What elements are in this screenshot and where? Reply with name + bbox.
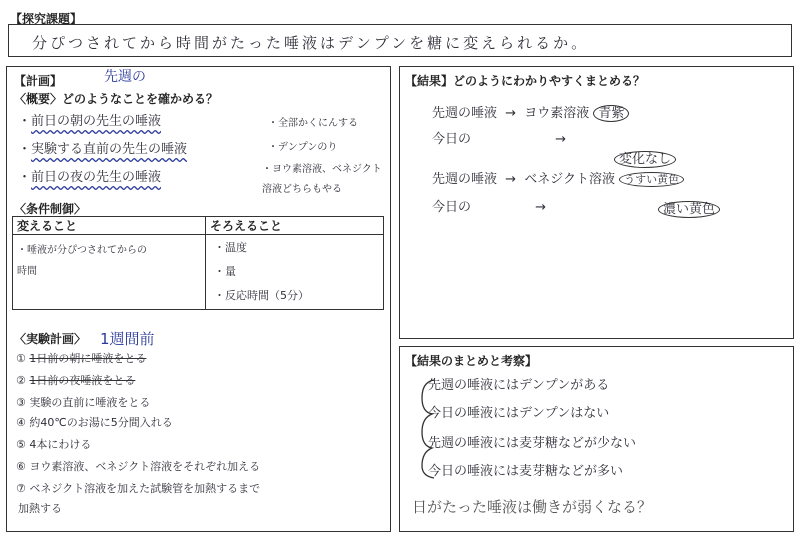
overview-item: ・前日の朝の先生の唾液 — [18, 114, 162, 129]
experiment-step — [16, 350, 146, 366]
change-item: 時間 — [17, 266, 37, 277]
summary-line: 今日の唾液には麦芽糖などが多い — [428, 464, 624, 479]
step-number: ③ — [16, 396, 26, 409]
summary-line: 先週の唾液には麦芽糖などが少ない — [428, 436, 637, 451]
arrow-icon: → — [505, 172, 517, 187]
step-text: 1日前の夜唾液をとる — [29, 374, 136, 387]
summary-line: 先週の唾液にはデンプンがある — [428, 378, 610, 393]
result-row — [432, 128, 566, 147]
experiment-label: 〈実験計画〉 — [14, 332, 87, 346]
change-cell — [13, 235, 206, 310]
overview-item-text: 前日の夜の先生の唾液 — [31, 170, 162, 185]
conditions-table — [12, 216, 384, 310]
overview-item: ・前日の夜の先生の唾液 — [18, 170, 162, 185]
step-text: 約40℃のお湯に5分間入れる — [29, 416, 173, 429]
result-value: うすい黄色 — [619, 172, 684, 187]
change-header: 変えること — [13, 217, 206, 235]
result-mid: ヨウ素溶液 — [524, 106, 590, 121]
overview-note: ・デンプンのり — [268, 142, 338, 153]
result-row — [432, 168, 684, 187]
step-text: 4本にわける — [29, 438, 92, 451]
step-text: 1日前の朝に唾液をとる — [29, 352, 147, 365]
keep-header: そろえること — [206, 217, 384, 235]
arrow-icon: → — [535, 200, 547, 215]
summary-line: 今日の唾液にはデンプンはない — [428, 406, 610, 421]
conditions-label: 〈条件制御〉 — [14, 202, 87, 216]
arrow-icon: → — [555, 132, 567, 147]
experiment-step — [16, 414, 173, 430]
overview-item-text: 前日の朝の先生の唾液 — [31, 114, 162, 129]
result-row — [432, 196, 546, 215]
plan-label: 【計画】 — [14, 74, 63, 88]
step-text: ベネジクト溶液を加えた試験管を加熱するまで — [29, 482, 261, 495]
result-value-box — [614, 148, 676, 167]
step-number: ⑤ — [16, 438, 26, 451]
results-label: 【結果】どのようにわかりやすくまとめる？ — [405, 74, 646, 88]
step-number: ⑦ — [16, 482, 26, 495]
keep-item: ・量 — [214, 265, 236, 278]
result-left: 今日の — [432, 200, 472, 215]
experiment-note: 1週間前 — [100, 330, 155, 348]
overview-label: 〈概要〉どのようなことを確かめる？ — [14, 92, 219, 106]
keep-item: ・温度 — [214, 241, 247, 254]
overview-item: ・実験する直前の先生の唾液 — [18, 142, 188, 157]
experiment-step — [18, 500, 62, 516]
overview-note: ・ヨウ素溶液、ベネジクト — [262, 164, 382, 175]
result-value: 青紫 — [593, 105, 629, 122]
experiment-step — [16, 372, 135, 388]
topic-text: 分ぴつされてから時間がたった唾液はデンプンを糖に変えられるか。 — [32, 34, 590, 52]
result-left: 今日の — [432, 132, 472, 147]
step-number: ② — [16, 374, 26, 387]
step-text: ヨウ素溶液、ベネジクト溶液をそれぞれ加える — [29, 460, 261, 473]
result-left: 先週の唾液 — [432, 172, 498, 187]
overview-note: ・全部かくにんする — [268, 118, 358, 129]
experiment-step — [16, 458, 260, 474]
result-value: 濃い黄色 — [658, 201, 720, 218]
plan-insert-note: 先週の — [104, 69, 146, 85]
step-number: ④ — [16, 416, 26, 429]
result-left: 先週の唾液 — [432, 106, 498, 121]
summary-conclusion: 日がたった唾液は働きが弱くなる？ — [412, 498, 653, 516]
arrow-icon: → — [505, 106, 517, 121]
keep-cell — [206, 235, 384, 310]
result-mid: ベネジクト溶液 — [524, 172, 615, 187]
change-item: ・唾液が分ぴつされてからの — [17, 245, 147, 256]
overview-note: 溶液どちらもやる — [262, 184, 342, 195]
step-number: ① — [16, 352, 26, 365]
overview-item-text: 実験する直前の先生の唾液 — [31, 142, 188, 157]
experiment-step — [16, 436, 91, 452]
result-row — [432, 102, 629, 121]
step-text: 実験の直前に唾液をとる — [29, 396, 151, 409]
result-value-box — [658, 198, 720, 217]
keep-item: ・反応時間（5分） — [214, 289, 309, 302]
step-text: 加熱する — [18, 502, 62, 515]
topic-label: 【探究課題】 — [10, 12, 83, 26]
step-number: ⑥ — [16, 460, 26, 473]
result-value: 変化なし — [614, 151, 676, 168]
experiment-step — [16, 394, 150, 410]
experiment-step — [16, 480, 260, 496]
summary-label: 【結果のまとめと考察】 — [405, 354, 538, 368]
